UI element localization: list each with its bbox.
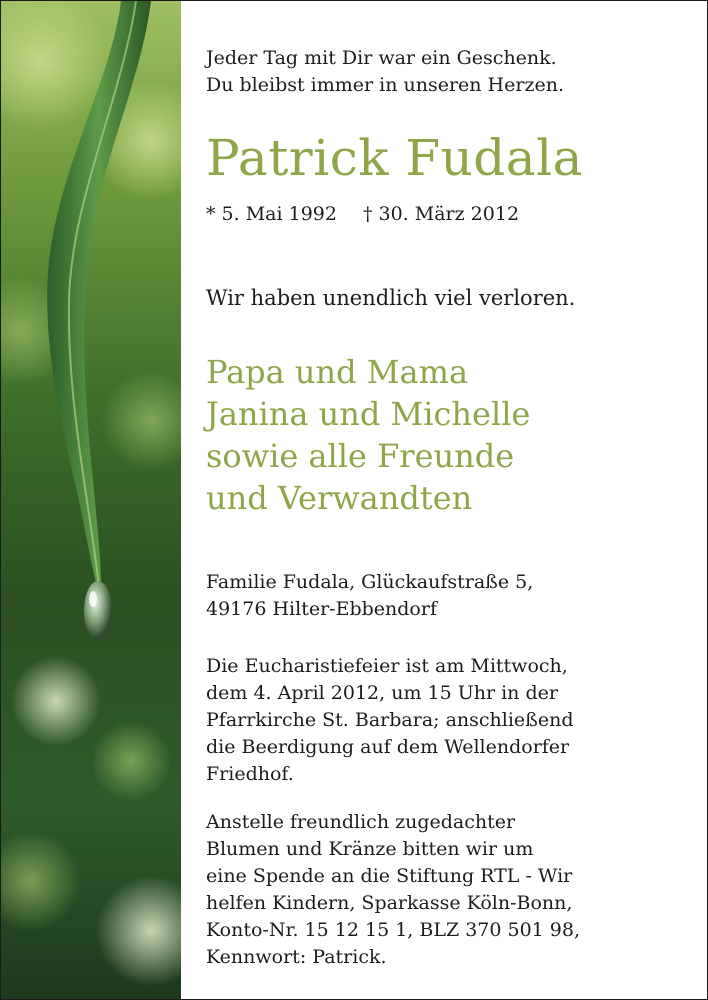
mourners-list <box>206 351 530 519</box>
service-line: dem 4. April 2012, um 15 Uhr in der <box>206 682 558 704</box>
funeral-service-info <box>206 653 574 788</box>
donation-line: Kennwort: Patrick. <box>206 946 387 968</box>
deceased-name: Patrick Fudala <box>206 129 583 187</box>
family-address <box>206 569 533 623</box>
mourner-line: Janina und Michelle <box>206 395 531 433</box>
donation-line: Anstelle freundlich zugedachter <box>206 811 516 833</box>
donation-line: Blumen und Kränze bitten wir um <box>206 838 534 860</box>
address-line: 49176 Hilter-Ebbendorf <box>206 598 437 620</box>
mourner-line: sowie alle Freunde <box>206 437 515 475</box>
loss-statement: Wir haben unendlich viel verloren. <box>206 286 576 310</box>
service-line: Die Eucharistiefeier ist am Mittwoch, <box>206 655 568 677</box>
death-date: † 30. März 2012 <box>362 203 520 225</box>
service-line: Friedhof. <box>206 763 294 785</box>
donation-request <box>206 809 580 971</box>
leaf-with-water-drop-photo <box>1 1 181 999</box>
memorial-verse <box>206 45 564 99</box>
donation-line: Konto-Nr. 15 12 15 1, BLZ 370 501 98, <box>206 919 581 941</box>
service-line: die Beerdigung auf dem Wellendorfer <box>206 736 570 758</box>
birth-date: * 5. Mai 1992 <box>206 203 337 225</box>
life-dates <box>206 201 519 228</box>
service-line: Pfarrkirche St. Barbara; anschließend <box>206 709 574 731</box>
verse-line: Du bleibst immer in unseren Herzen. <box>206 74 564 96</box>
address-line: Familie Fudala, Glückaufstraße 5, <box>206 571 534 593</box>
verse-line: Jeder Tag mit Dir war ein Geschenk. <box>206 47 557 69</box>
donation-line: eine Spende an die Stiftung RTL - Wir <box>206 865 573 887</box>
mourner-line: und Verwandten <box>206 479 473 517</box>
leaf-illustration <box>1 1 181 999</box>
donation-line: helfen Kindern, Sparkasse Köln-Bonn, <box>206 892 573 914</box>
mourner-line: Papa und Mama <box>206 353 469 391</box>
